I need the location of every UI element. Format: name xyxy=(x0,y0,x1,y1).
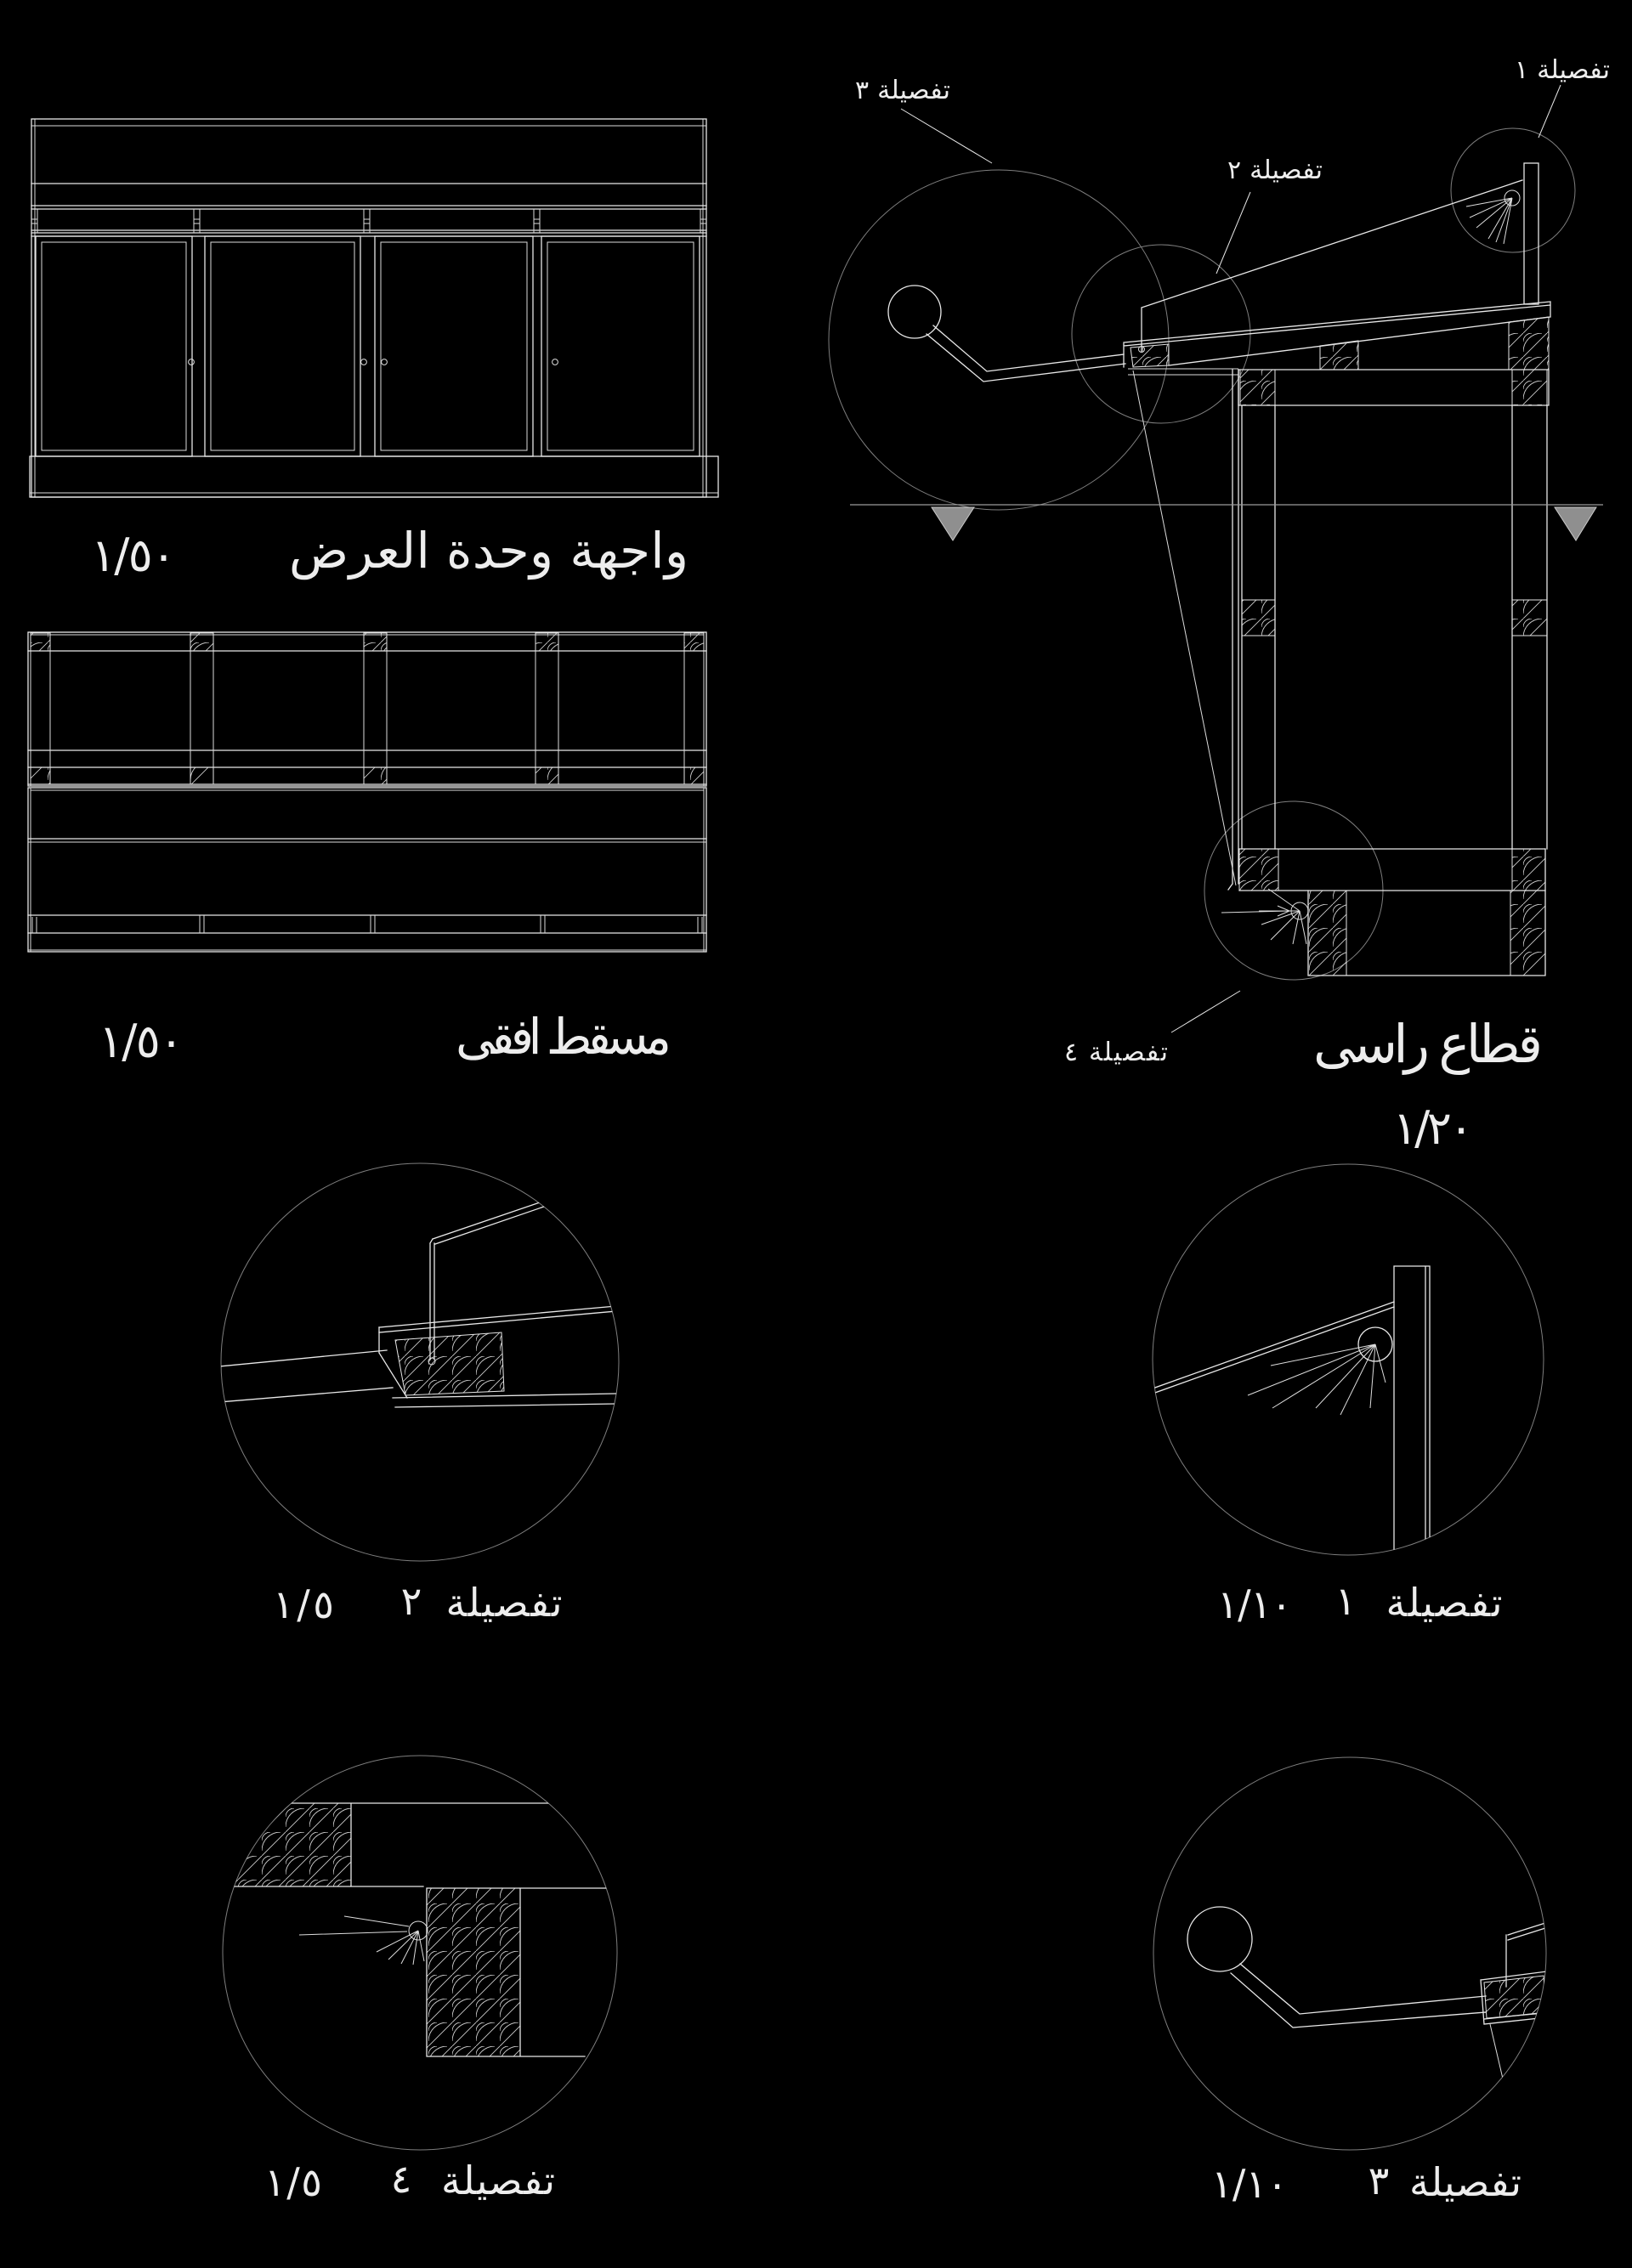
plan-scale: ١/٥٠ xyxy=(99,1015,184,1068)
level-marker-right xyxy=(1555,507,1596,540)
door-panel-2 xyxy=(205,236,366,456)
detail-3-title: تفصيلة xyxy=(1409,2159,1522,2205)
level-marker-left xyxy=(932,507,974,540)
spotlight-icon xyxy=(299,1916,428,1965)
section-scale: ١/٢٠ xyxy=(1392,1101,1474,1155)
section-view xyxy=(829,55,1610,1155)
callout-4-label: تفصيلة ٤ xyxy=(1064,1038,1168,1067)
callout-1-label: تفصيلة ١ xyxy=(1515,55,1610,85)
plan-view xyxy=(28,632,706,1068)
front-glass xyxy=(1228,370,1238,890)
detail-2-number: ٢ xyxy=(400,1578,422,1624)
spotlight-icon xyxy=(1221,889,1308,944)
callout-2-leader xyxy=(1216,192,1250,274)
callout-2-label: تفصيلة ٢ xyxy=(1227,156,1323,185)
door-knob xyxy=(552,359,558,365)
detail-2-title: تفصيلة xyxy=(445,1580,563,1626)
sign-post xyxy=(1466,163,1538,304)
detail-4-number: ٤ xyxy=(390,2156,412,2202)
elevation-view xyxy=(30,119,718,582)
callout-4-leader xyxy=(1171,991,1240,1032)
rail-mullions xyxy=(31,209,706,233)
plan-counter xyxy=(28,788,706,952)
door-knob xyxy=(189,359,195,365)
lamp-arm xyxy=(888,286,1125,382)
door-knob xyxy=(382,359,388,365)
plan-posts xyxy=(31,633,704,784)
detail-2-view xyxy=(219,1163,619,1627)
canopy xyxy=(1124,302,1550,375)
cabinet xyxy=(1133,370,1549,976)
door-panel-1 xyxy=(36,236,194,456)
lamp-icon xyxy=(1187,1907,1252,1971)
glass-projection-line xyxy=(1133,370,1236,885)
door-knob xyxy=(361,359,367,365)
detail-1-number: ١ xyxy=(1334,1578,1357,1624)
detail-4-scale: ١/٥ xyxy=(264,2159,322,2205)
base-plinth xyxy=(30,456,718,497)
door-panel-4 xyxy=(541,236,700,456)
detail-3-number: ٣ xyxy=(1368,2158,1390,2203)
zone-circle-detail-3 xyxy=(829,170,1169,510)
callout-3-leader xyxy=(901,109,992,163)
detail-3-view xyxy=(1153,1757,1548,2207)
detail-4-title: تفصيلة xyxy=(441,2158,555,2203)
detail-1-view xyxy=(1153,1164,1544,1627)
callout-3-label: تفصيلة ٣ xyxy=(855,76,950,105)
elevation-title: واجهة وحدة العرض xyxy=(289,522,688,580)
callout-1-leader xyxy=(1538,85,1561,138)
section-title: قطاع راسى xyxy=(1313,1013,1543,1075)
detail-1-title: تفصيلة xyxy=(1386,1580,1503,1626)
door-panel-3 xyxy=(375,236,533,456)
plan-title: مسقط افقى xyxy=(456,1008,672,1066)
detail-1-scale: ١/١٠ xyxy=(1217,1581,1292,1627)
detail-3-scale: ١/١٠ xyxy=(1211,2161,1288,2207)
elevation-scale: ١/٥٠ xyxy=(91,529,176,582)
detail-2-scale: ١/٥ xyxy=(273,1581,334,1627)
detail-4-view xyxy=(223,1756,617,2205)
zone-circle-detail-2 xyxy=(1072,245,1250,423)
